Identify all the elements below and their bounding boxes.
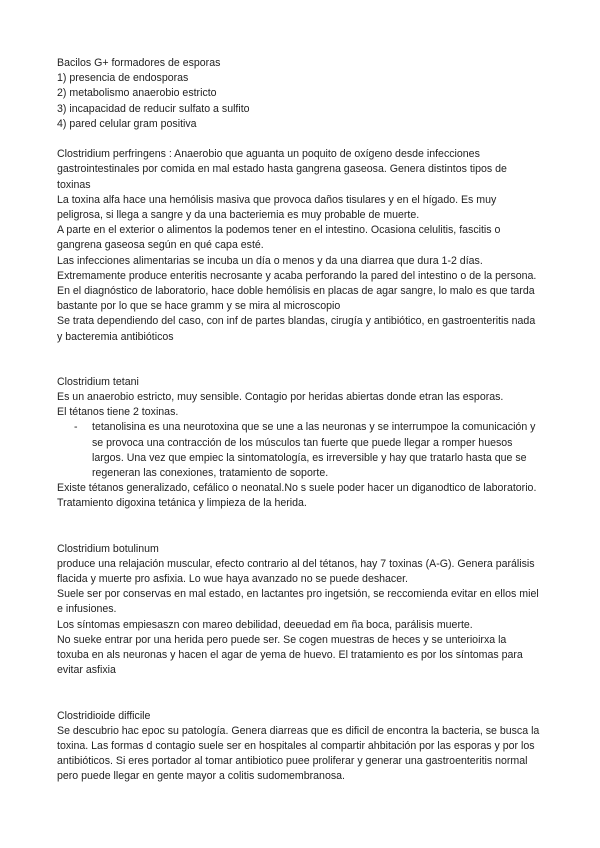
intro-item: 4) pared celular gram positiva: [57, 117, 197, 130]
intro-item: 1) presencia de endosporas: [57, 72, 189, 85]
paragraph: Es un anaerobio estricto, muy sensible. Contagio por heridas abiertas donde etran las esporas.: [57, 391, 504, 404]
spacer: [57, 679, 540, 709]
intro-item: 3) incapacidad de reducir sulfato a sulfito: [57, 102, 250, 115]
paragraph: La toxina alfa hace una hemólisis masiva que provoca daños tisulares y en el hígado. Es muy peligrosa, si llega a sangre y da una bacteriemia es muy probable de muerte.: [57, 193, 497, 222]
section-tetani: [57, 375, 540, 512]
paragraph: Se trata dependiendo del caso, con inf de partes blandas, cirugía y antibiótico, en gastroenteritis nada y bacteremia antibióticos: [57, 315, 536, 343]
spacer: [57, 512, 540, 542]
section-perfringens: [57, 147, 540, 345]
paragraph: produce una relajación muscular, efecto contrario al del tétanos, hay 7 toxinas (A-G). Genera parálisis flacida y muerte pro asfixia. Lo wue haya avanzado no se puede deshacer.: [57, 557, 535, 586]
paragraph: A parte en el exterior o alimentos la podemos tener en el intestino. Ocasiona celulitis, fascitis o gangrena gaseosa según en qué capa esté.: [57, 224, 501, 252]
section-intro: [57, 56, 540, 132]
paragraph: Las infecciones alimentarias se incuba un día o menos y da una diarrea que dura 1-2 días. Extremamente produce enteritis necrosante y acaba perforando la pared del intestino o de la persona.: [57, 254, 537, 282]
paragraph: Se descubrio hac epoc su patología. Genera diarreas que es dificil de encontra la bacteria, se busca la toxina. Las formas d contagio suele ser en hospitales al compartir ahbitación por las esporas y por los antibióticos. Si eres portador al tomar antibiotico puee proliferar y generar una gastroenteritis normal pero puede llegar en gente mayor a colitis sudomembranosa.: [57, 724, 540, 783]
section-title: Clostridioide difficile: [57, 709, 151, 722]
paragraph: No sueke entrar por una herida pero puede ser. Se cogen muestras de heces y se unterioirxa la toxuba en als neuronas y hacen el agar de yema de huevo. El tratamiento es por los síntomas para evitar asfixia: [57, 633, 523, 677]
paragraph: Suele ser por conservas en mal estado, en lactantes pro ingetsión, se reccomienda evitar en ellos miel e infusiones.: [57, 588, 539, 616]
paragraph: Existe tétanos generalizado, cefálico o neonatal.No s suele poder hacer un diganodtico de laboratorio. Tratamiento digoxina tetánica y limpieza de la herida.: [57, 482, 537, 510]
section-botulinum: [57, 542, 540, 679]
bullet-item: [57, 420, 540, 481]
spacer: [57, 345, 540, 375]
spacer: [57, 132, 540, 147]
bullet-dash: -: [74, 421, 78, 434]
intro-title: Bacilos G+ formadores de esporas: [57, 57, 221, 69]
paragraph: En el diagnóstico de laboratorio, hace doble hemólisis en placas de agar sangre, lo malo es que tarda bastante por lo que se hace gramm y se mira al microscopio: [57, 285, 535, 313]
intro-item: 2) metabolismo anaerobio estricto: [57, 87, 217, 100]
section-title: Clostridium tetani: [57, 375, 139, 388]
paragraph: Clostridium perfringens : Anaerobio que aguanta un poquito de oxígeno desde infecciones gastrointestinales por comida en mal estado hasta gangrena gaseosa. Genera distintos tipos de toxinas: [57, 148, 507, 191]
paragraph: El tétanos tiene 2 toxinas.: [57, 406, 179, 419]
bullet-text: tetanolisina es una neurotoxina que se une a las neuronas y se interrumpoe la comunicación y se provoca una contracción de los músculos tan fuerte que puede llegar a romper huesos largos. Una vez que empiec la sintomatología, es irreversible y hay que tratarlo hasta que se regeneran las conexiones, tratamiento de soporte.: [92, 421, 536, 480]
section-title: Clostridium botulinum: [57, 542, 159, 555]
paragraph: Los síntomas empiesaszn con mareo debilidad, deeuedad em ña boca, parálisis muerte.: [57, 618, 473, 631]
section-difficile: [57, 709, 540, 785]
